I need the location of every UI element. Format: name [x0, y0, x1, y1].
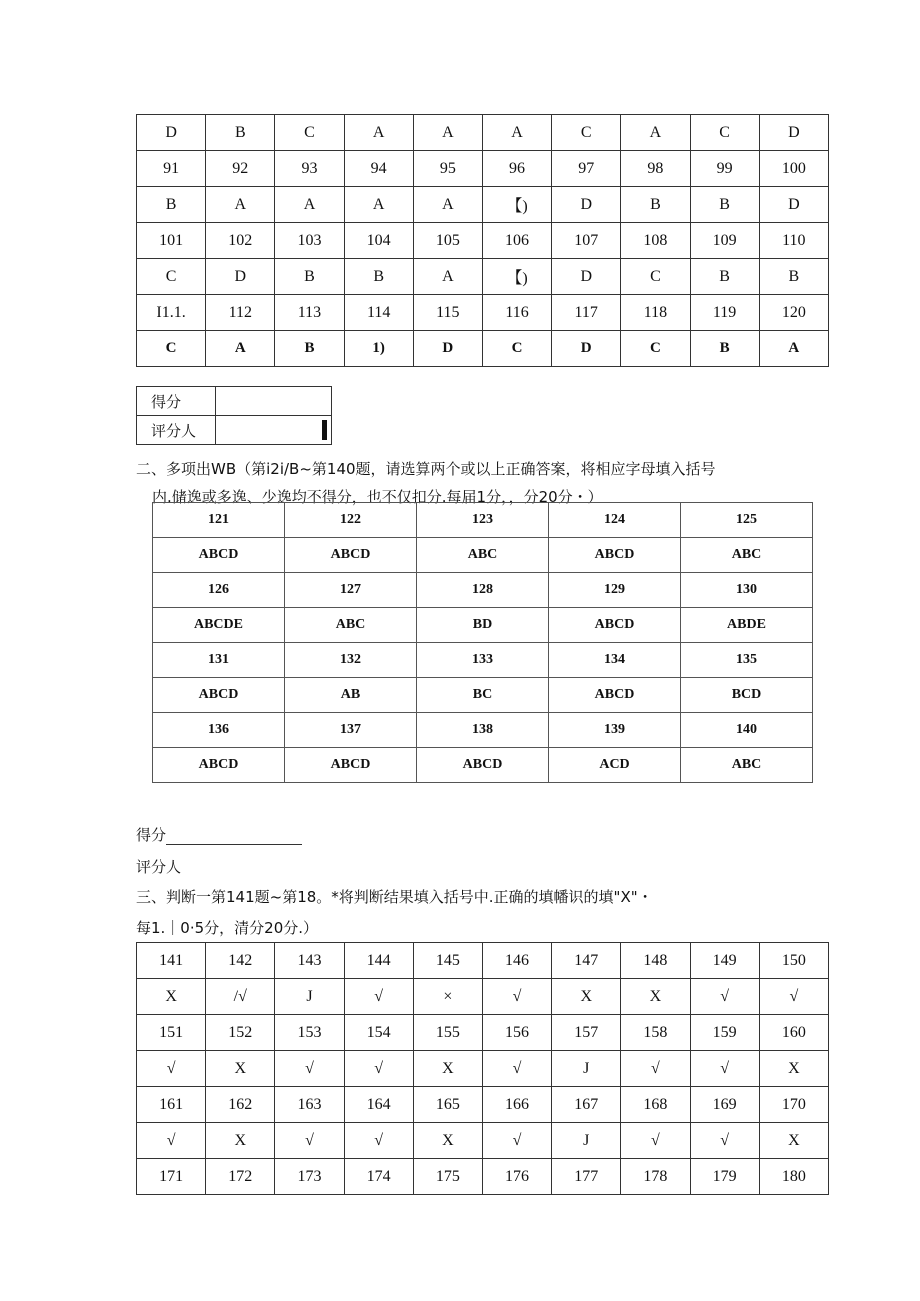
table-cell: 136 [153, 713, 285, 748]
table-cell: I1.1. [137, 295, 206, 331]
table-cell: 125 [681, 503, 813, 538]
table-cell: ABCD [153, 678, 285, 713]
table-cell: A [413, 187, 482, 223]
table-cell: √ [759, 979, 828, 1015]
table-cell: B [275, 331, 344, 367]
table-cell: × [413, 979, 482, 1015]
grader-line [136, 856, 181, 877]
score-value-cell[interactable] [216, 387, 332, 416]
table-cell: C [275, 115, 344, 151]
table-cell: J [552, 1051, 621, 1087]
table-cell: 140 [681, 713, 813, 748]
score-label: 得分 [137, 387, 216, 416]
table-cell: 144 [344, 943, 413, 979]
table-cell: 119 [690, 295, 759, 331]
table-cell: 114 [344, 295, 413, 331]
table-cell: 92 [206, 151, 275, 187]
table-row [137, 295, 829, 331]
table-cell: 131 [153, 643, 285, 678]
table-cell: D [759, 115, 828, 151]
score-line [136, 824, 302, 845]
table-cell: 【) [482, 187, 551, 223]
table-row [137, 943, 829, 979]
table-cell: BC [417, 678, 549, 713]
table-cell: 157 [552, 1015, 621, 1051]
table-cell: 108 [621, 223, 690, 259]
table-cell: √ [344, 1123, 413, 1159]
table-row [153, 678, 813, 713]
table-cell: B [759, 259, 828, 295]
table-cell: C [690, 115, 759, 151]
table-cell: B [275, 259, 344, 295]
table-cell: X [552, 979, 621, 1015]
table-row [137, 1123, 829, 1159]
table-cell: √ [344, 1051, 413, 1087]
table-row [137, 1051, 829, 1087]
table-cell: 178 [621, 1159, 690, 1195]
table-cell: 105 [413, 223, 482, 259]
table-cell: √ [621, 1051, 690, 1087]
table-cell: 179 [690, 1159, 759, 1195]
table-cell: 167 [552, 1087, 621, 1123]
table-cell: B [690, 259, 759, 295]
table-cell: ABCD [285, 748, 417, 783]
table-cell: 104 [344, 223, 413, 259]
table-cell: ABCD [549, 608, 681, 643]
section2-heading-line2: 内.储逸或多逸、少逸均不得分，也不仅扣分.每届1分，，分20分・） [152, 488, 603, 506]
table-cell: 143 [275, 943, 344, 979]
table-cell: 110 [759, 223, 828, 259]
table-cell: 109 [690, 223, 759, 259]
table-cell: 171 [137, 1159, 206, 1195]
table-cell: 132 [285, 643, 417, 678]
table-cell: 172 [206, 1159, 275, 1195]
table-cell: 118 [621, 295, 690, 331]
table-cell: 102 [206, 223, 275, 259]
table-cell: X [759, 1051, 828, 1087]
table-cell: 129 [549, 573, 681, 608]
answer-table-3 [136, 942, 829, 1195]
table-cell: 156 [482, 1015, 551, 1051]
grader-label: 评分人 [137, 416, 216, 445]
table-cell: X [621, 979, 690, 1015]
table-cell: A [344, 187, 413, 223]
table-cell: D [206, 259, 275, 295]
table-cell: 116 [482, 295, 551, 331]
table-cell: √ [621, 1123, 690, 1159]
table-cell: 139 [549, 713, 681, 748]
table-cell: D [137, 115, 206, 151]
table-row [137, 259, 829, 295]
table-cell: ABCD [549, 538, 681, 573]
table-cell: 115 [413, 295, 482, 331]
table-cell: 1) [344, 331, 413, 367]
table-cell: C [552, 115, 621, 151]
table-cell: 169 [690, 1087, 759, 1123]
table-cell: 152 [206, 1015, 275, 1051]
table-cell: √ [482, 979, 551, 1015]
table-cell: 145 [413, 943, 482, 979]
table-cell: 149 [690, 943, 759, 979]
table-cell: 176 [482, 1159, 551, 1195]
table-cell: √ [275, 1051, 344, 1087]
table-cell: 112 [206, 295, 275, 331]
table-cell: 151 [137, 1015, 206, 1051]
table-cell: 180 [759, 1159, 828, 1195]
table-cell: ABCD [153, 748, 285, 783]
table-cell: 99 [690, 151, 759, 187]
table-cell: 103 [275, 223, 344, 259]
table-cell: B [690, 331, 759, 367]
table-cell: ABCDE [153, 608, 285, 643]
table-cell: 177 [552, 1159, 621, 1195]
table-cell: 146 [482, 943, 551, 979]
table-cell: 127 [285, 573, 417, 608]
table-cell: D [413, 331, 482, 367]
answer-table-1 [136, 114, 829, 367]
table-cell: 96 [482, 151, 551, 187]
table-cell: 175 [413, 1159, 482, 1195]
table-cell: B [621, 187, 690, 223]
table-cell: 162 [206, 1087, 275, 1123]
table-cell: 94 [344, 151, 413, 187]
table-row [137, 1087, 829, 1123]
answer-table-2 [152, 502, 813, 783]
table-cell: ABC [681, 538, 813, 573]
table-cell: 166 [482, 1087, 551, 1123]
table-cell: 120 [759, 295, 828, 331]
table-cell: 106 [482, 223, 551, 259]
score-blank[interactable] [166, 826, 302, 845]
table-row [153, 538, 813, 573]
table-cell: 100 [759, 151, 828, 187]
table-cell: 【) [482, 259, 551, 295]
table-cell: B [344, 259, 413, 295]
table-row [153, 608, 813, 643]
table-cell: 121 [153, 503, 285, 538]
table-cell: √ [690, 1051, 759, 1087]
table-cell: X [206, 1123, 275, 1159]
section3-heading-line2: 每1.｜0·5分，清分20分.） [136, 919, 319, 937]
table-cell: 91 [137, 151, 206, 187]
table-row [153, 713, 813, 748]
table-cell: 117 [552, 295, 621, 331]
table-row [137, 187, 829, 223]
table-cell: 124 [549, 503, 681, 538]
table-cell: X [206, 1051, 275, 1087]
table-cell: √ [690, 1123, 759, 1159]
table-cell: 98 [621, 151, 690, 187]
table-cell: 174 [344, 1159, 413, 1195]
table-cell: X [413, 1051, 482, 1087]
table-row [153, 748, 813, 783]
table-cell: C [621, 259, 690, 295]
table-cell: √ [137, 1123, 206, 1159]
table-cell: C [621, 331, 690, 367]
table-row [153, 573, 813, 608]
table-row [137, 331, 829, 367]
table-cell: 113 [275, 295, 344, 331]
score-box [136, 386, 332, 445]
table-cell: ABDE [681, 608, 813, 643]
section2-heading-line1: 二、多项出WB（第i2i/B~第140题，请选算两个或以上正确答案，将相应字母填入括号 [136, 460, 716, 478]
table-cell: ABCD [549, 678, 681, 713]
table-cell: √ [690, 979, 759, 1015]
table-row [137, 223, 829, 259]
table-cell: 123 [417, 503, 549, 538]
table-cell: D [552, 259, 621, 295]
table-cell: A [206, 187, 275, 223]
table-row [153, 503, 813, 538]
table-cell: 154 [344, 1015, 413, 1051]
table-cell: 134 [549, 643, 681, 678]
table-cell: 93 [275, 151, 344, 187]
table-cell: 164 [344, 1087, 413, 1123]
table-cell: √ [482, 1123, 551, 1159]
table-cell: 161 [137, 1087, 206, 1123]
table-cell: A [413, 115, 482, 151]
table-cell: X [413, 1123, 482, 1159]
table-cell: 170 [759, 1087, 828, 1123]
table-cell: 142 [206, 943, 275, 979]
table-cell: 148 [621, 943, 690, 979]
table-row [137, 151, 829, 187]
grader-value-cell[interactable] [216, 416, 332, 445]
table-row [137, 1015, 829, 1051]
table-row [153, 643, 813, 678]
table-cell: ACD [549, 748, 681, 783]
table-cell: √ [344, 979, 413, 1015]
table-cell: X [759, 1123, 828, 1159]
table-cell: 95 [413, 151, 482, 187]
table-cell: 107 [552, 223, 621, 259]
table-cell: B [137, 187, 206, 223]
table-cell: 150 [759, 943, 828, 979]
table-cell: A [206, 331, 275, 367]
table-cell: A [621, 115, 690, 151]
table-cell: A [482, 115, 551, 151]
table-cell: 153 [275, 1015, 344, 1051]
table-cell: 141 [137, 943, 206, 979]
table-cell: 159 [690, 1015, 759, 1051]
table-cell: /√ [206, 979, 275, 1015]
table-cell: X [137, 979, 206, 1015]
table-cell: J [552, 1123, 621, 1159]
table-cell: A [759, 331, 828, 367]
table-cell: √ [137, 1051, 206, 1087]
table-cell: ABCD [417, 748, 549, 783]
table-cell: C [482, 331, 551, 367]
table-cell: A [275, 187, 344, 223]
table-cell: 137 [285, 713, 417, 748]
table-cell: 133 [417, 643, 549, 678]
table-cell: 163 [275, 1087, 344, 1123]
table-cell: BD [417, 608, 549, 643]
table-cell: D [552, 331, 621, 367]
table-cell: A [413, 259, 482, 295]
section3-heading-line1: 三、判断一第141题~第18。*将判断结果填入括号中.正确的填幡识的填"X"・ [136, 888, 653, 906]
table-cell: 130 [681, 573, 813, 608]
table-cell: AB [285, 678, 417, 713]
table-row [137, 979, 829, 1015]
table-cell: 101 [137, 223, 206, 259]
table-cell: 138 [417, 713, 549, 748]
table-cell: A [344, 115, 413, 151]
table-cell: ABC [417, 538, 549, 573]
table-cell: 160 [759, 1015, 828, 1051]
table-cell: 122 [285, 503, 417, 538]
table-cell: √ [482, 1051, 551, 1087]
grader-label-2: 评分人 [136, 858, 182, 876]
table-row [137, 1159, 829, 1195]
table-cell: ABCD [153, 538, 285, 573]
table-cell: 158 [621, 1015, 690, 1051]
table-cell: 165 [413, 1087, 482, 1123]
table-cell: 155 [413, 1015, 482, 1051]
table-cell: D [759, 187, 828, 223]
cursor-mark [322, 420, 327, 440]
score-label-2: 得分 [136, 826, 167, 844]
table-cell: ABC [285, 608, 417, 643]
table-cell: 135 [681, 643, 813, 678]
table-cell: 97 [552, 151, 621, 187]
table-cell: 147 [552, 943, 621, 979]
table-cell: 126 [153, 573, 285, 608]
table-cell: C [137, 331, 206, 367]
table-cell: 168 [621, 1087, 690, 1123]
table-cell: √ [275, 1123, 344, 1159]
table-cell: D [552, 187, 621, 223]
table-cell: C [137, 259, 206, 295]
table-cell: 128 [417, 573, 549, 608]
table-cell: BCD [681, 678, 813, 713]
table-cell: 173 [275, 1159, 344, 1195]
table-cell: B [690, 187, 759, 223]
table-cell: ABC [681, 748, 813, 783]
table-cell: ABCD [285, 538, 417, 573]
table-cell: J [275, 979, 344, 1015]
table-cell: B [206, 115, 275, 151]
table-row [137, 115, 829, 151]
